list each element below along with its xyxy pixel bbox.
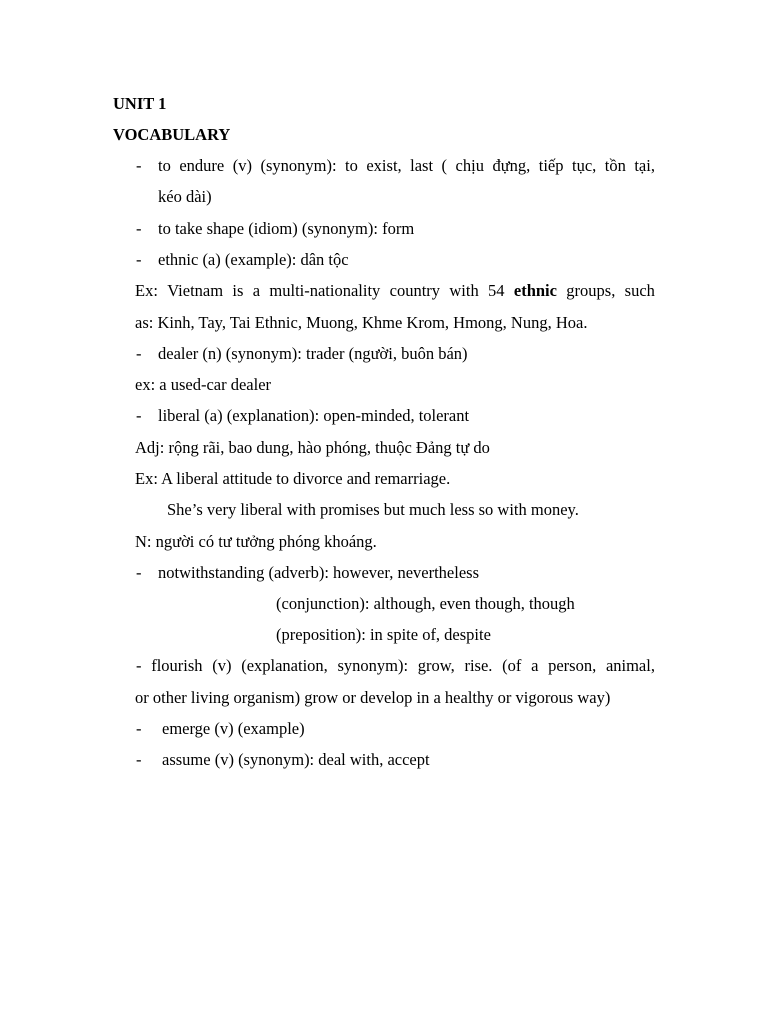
word: groups, — [566, 281, 616, 300]
word: chịu — [455, 156, 484, 175]
notwithstanding-conjunction: (conjunction): although, even though, though — [276, 594, 575, 613]
adjective-note: Adj: rộng rãi, bao dung, hào phóng, thuộc Đảng tự do — [135, 438, 490, 457]
example-liberal-1: Ex: A liberal attitude to divorce and remarriage. — [135, 469, 451, 488]
noun-note: N: người có tư tưởng phóng khoáng. — [135, 532, 377, 551]
word: (of — [502, 656, 522, 675]
vocab-item-flourish — [136, 656, 655, 676]
word: - — [136, 656, 142, 675]
vocab-item-flourish-continued: or other living organism) grow or develop in a healthy or vigorous way) — [135, 688, 611, 707]
bold-word-ethnic: ethnic — [513, 281, 557, 300]
unit-title: UNIT 1 — [113, 94, 167, 113]
bullet-dash: - — [136, 563, 142, 582]
word: exist, — [366, 156, 402, 175]
word: to — [158, 156, 171, 175]
word: to — [345, 156, 358, 175]
word: tục, — [571, 156, 597, 175]
vocab-item-dealer: dealer (n) (synonym): trader (người, buôn bán) — [158, 344, 468, 363]
word: rise. — [464, 656, 493, 675]
word: tại, — [634, 156, 655, 175]
word: a — [252, 281, 261, 300]
example-ethnic — [135, 281, 655, 301]
section-title: VOCABULARY — [113, 125, 231, 144]
word: is — [232, 281, 244, 300]
vocab-item-liberal: liberal (a) (explanation): open-minded, tolerant — [158, 406, 470, 425]
word: Vietnam — [167, 281, 224, 300]
bullet-dash: - — [136, 156, 142, 175]
word: 54 — [488, 281, 505, 300]
word: (explanation, — [241, 656, 328, 675]
word: ( — [441, 156, 448, 175]
bullet-dash: - — [136, 719, 142, 738]
example-liberal-2: She’s very liberal with promises but much less so with money. — [167, 500, 579, 519]
word: tồn — [604, 156, 626, 175]
vocab-item-endure-continued: kéo dài) — [158, 187, 212, 206]
vocab-item-emerge: emerge (v) (example) — [162, 719, 305, 738]
word: flourish — [151, 656, 203, 675]
example-ethnic-continued: as: Kinh, Tay, Tai Ethnic, Muong, Khme Krom, Hmong, Nung, Hoa. — [135, 313, 588, 332]
word: last — [410, 156, 434, 175]
word: đựng, — [492, 156, 531, 175]
word: grow, — [417, 656, 455, 675]
word: endure — [179, 156, 225, 175]
word: animal, — [605, 656, 655, 675]
word: (v) — [212, 656, 232, 675]
vocab-item-ethnic: ethnic (a) (example): dân tộc — [158, 250, 349, 269]
vocab-item-assume: assume (v) (synonym): deal with, accept — [162, 750, 430, 769]
bullet-dash: - — [136, 344, 142, 363]
vocab-item-endure — [158, 156, 655, 176]
vocab-item-notwithstanding: notwithstanding (adverb): however, nevertheless — [158, 563, 479, 582]
word: person, — [548, 656, 597, 675]
bullet-dash: - — [136, 750, 142, 769]
bullet-dash: - — [136, 250, 142, 269]
word: such — [624, 281, 655, 300]
example-dealer: ex: a used-car dealer — [135, 375, 272, 394]
word: tiếp — [538, 156, 564, 175]
word: (v) — [232, 156, 252, 175]
word: synonym): — [337, 656, 409, 675]
word: multi-nationality — [269, 281, 381, 300]
word: (synonym): — [260, 156, 337, 175]
notwithstanding-preposition: (preposition): in spite of, despite — [276, 625, 491, 644]
word: country — [389, 281, 441, 300]
vocab-item-take-shape: to take shape (idiom) (synonym): form — [158, 219, 415, 238]
bullet-dash: - — [136, 406, 142, 425]
word: Ex: — [135, 281, 158, 300]
word: a — [531, 656, 539, 675]
word: with — [449, 281, 479, 300]
bullet-dash: - — [136, 219, 142, 238]
